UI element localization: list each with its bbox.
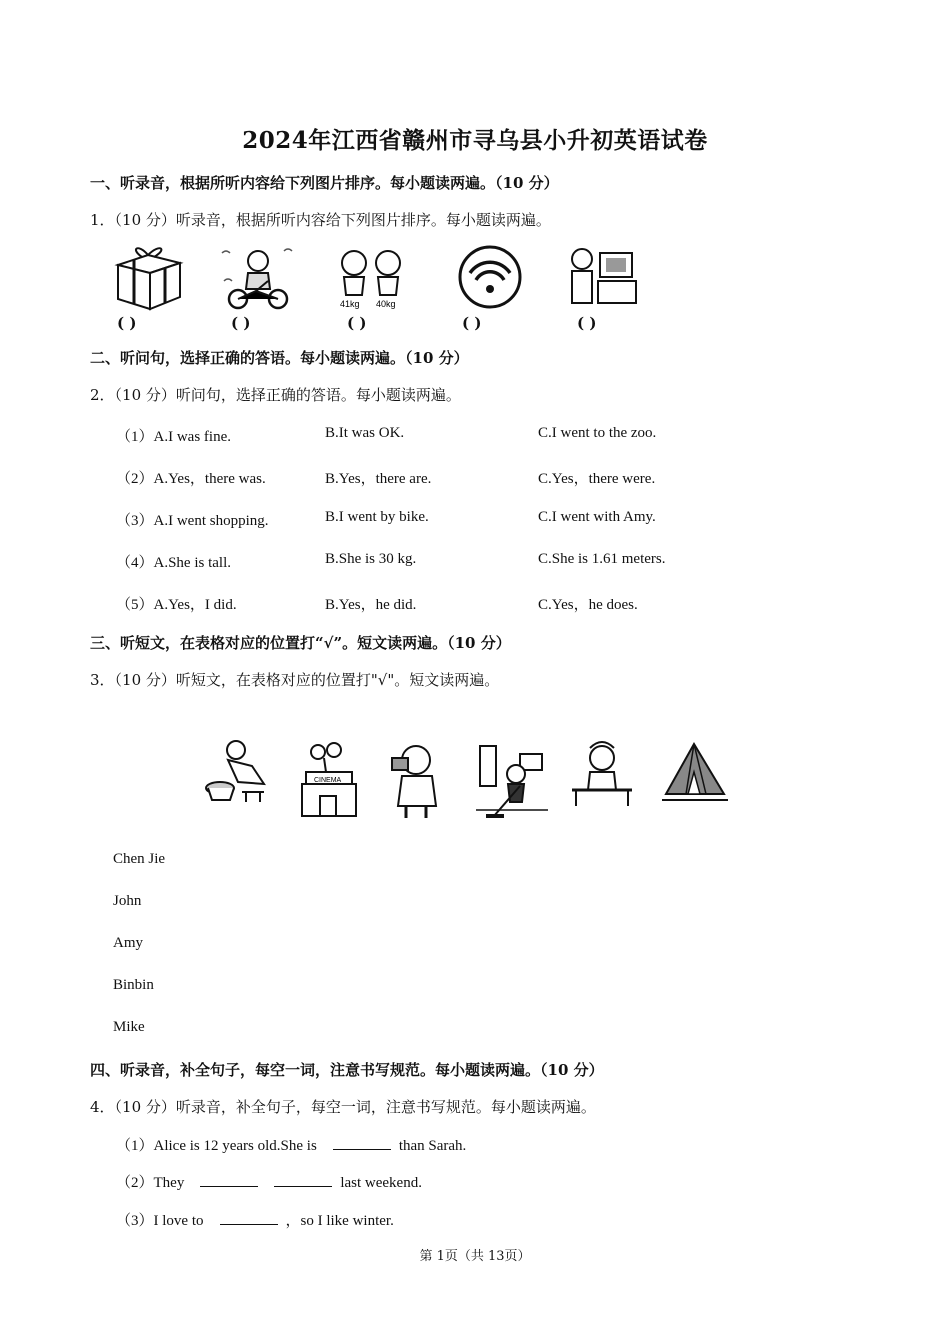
sentence-3-end: ，so I like winter. — [285, 1213, 394, 1229]
answer-bracket-3: ( ) — [347, 314, 367, 332]
blank-3[interactable] — [220, 1210, 278, 1225]
girl-washing-clothes-picture — [202, 736, 274, 808]
tent-camping-picture — [658, 738, 732, 808]
gift-box-picture — [108, 243, 188, 311]
section-heading-1: 一、听录音，根据所听内容给下列图片排序。每小题读两遍。（10 分） — [90, 174, 559, 192]
option-3c: C.I went with Amy. — [538, 509, 656, 525]
girl-reading-picture — [568, 736, 636, 812]
option-4b: B.She is 30 kg. — [325, 551, 417, 567]
cinema-picture — [294, 736, 366, 820]
section-heading-3: 三、听短文，在表格对应的位置打“√”。短文读两遍。（10 分） — [90, 634, 511, 652]
two-kids-weight-picture — [332, 243, 412, 311]
option-3b: B.I went by bike. — [325, 509, 429, 525]
blank-1[interactable] — [333, 1135, 391, 1150]
sentence-2-end: last weekend. — [340, 1175, 422, 1191]
weight-label-2: 40kg — [376, 299, 396, 309]
answer-bracket-5: ( ) — [577, 314, 597, 332]
option-1a: （1）A.I was fine. — [116, 429, 231, 445]
sentence-2-start: （2）They — [116, 1175, 185, 1191]
girl-riding-bike-picture — [218, 243, 298, 311]
option-5c: C.Yes，he does. — [538, 597, 638, 613]
student-name-4: Binbin — [113, 977, 154, 993]
sentence-1-start: （1）Alice is 12 years old.She is — [116, 1138, 317, 1154]
option-2a: （2）A.Yes，there was. — [116, 471, 266, 487]
option-1b: B.It was OK. — [325, 425, 405, 441]
student-name-3: Amy — [113, 935, 143, 951]
option-5a: （5）A.Yes，I did. — [116, 597, 237, 613]
section-heading-2: 二、听问句，选择正确的答语。每小题读两遍。（10 分） — [90, 349, 469, 367]
student-name-1: Chen Jie — [113, 851, 166, 867]
option-2b: B.Yes，there are. — [325, 471, 432, 487]
answer-bracket-4: ( ) — [462, 314, 482, 332]
boy-computer-picture — [564, 243, 644, 311]
question-2-stem: 2．（10 分）听问句，选择正确的答语。每小题读两遍。 — [90, 386, 461, 404]
boy-sweeping-floor-picture — [476, 740, 548, 820]
question-1-stem: 1．（10 分）听录音，根据所听内容给下列图片排序。每小题读两遍。 — [90, 211, 551, 229]
sentence-3-start: （3）I love to — [116, 1213, 204, 1229]
fill-sentence-2 — [116, 1171, 422, 1192]
student-name-2: John — [113, 893, 142, 909]
option-2c: C.Yes，there were. — [538, 471, 656, 487]
question-3-stem: 3．（10 分）听短文，在表格对应的位置打"√"。短文读两遍。 — [90, 671, 500, 689]
sentence-1-end: than Sarah. — [398, 1138, 467, 1154]
option-4a: （4）A.She is tall. — [116, 555, 231, 571]
page-title: 2024年江西省赣州市寻乌县小升初英语试卷 — [242, 127, 708, 154]
fill-sentence-1 — [116, 1134, 466, 1155]
answer-bracket-2: ( ) — [231, 314, 251, 332]
section-heading-4: 四、听录音，补全句子，每空一词，注意书写规范。每小题读两遍。（10 分） — [90, 1061, 604, 1079]
cinema-sign: CINEMA — [314, 777, 342, 784]
blank-2b[interactable] — [274, 1172, 332, 1187]
option-1c: C.I went to the zoo. — [538, 425, 657, 441]
answer-bracket-1: ( ) — [117, 314, 137, 332]
fill-sentence-3 — [116, 1209, 394, 1230]
weight-label-1: 41kg — [340, 299, 360, 309]
option-4c: C.She is 1.61 meters. — [538, 551, 666, 567]
boy-taking-photo-picture — [386, 742, 448, 822]
blank-2a[interactable] — [200, 1172, 258, 1187]
page-footer: 第 1页（共 13页） — [419, 1249, 531, 1264]
question-4-stem: 4．（10 分）听录音，补全句子，每空一词，注意书写规范。每小题读两遍。 — [90, 1098, 596, 1116]
wifi-picture — [452, 243, 532, 311]
option-3a: （3）A.I went shopping. — [116, 513, 269, 529]
student-name-5: Mike — [113, 1019, 145, 1035]
option-5b: B.Yes，he did. — [325, 597, 417, 613]
